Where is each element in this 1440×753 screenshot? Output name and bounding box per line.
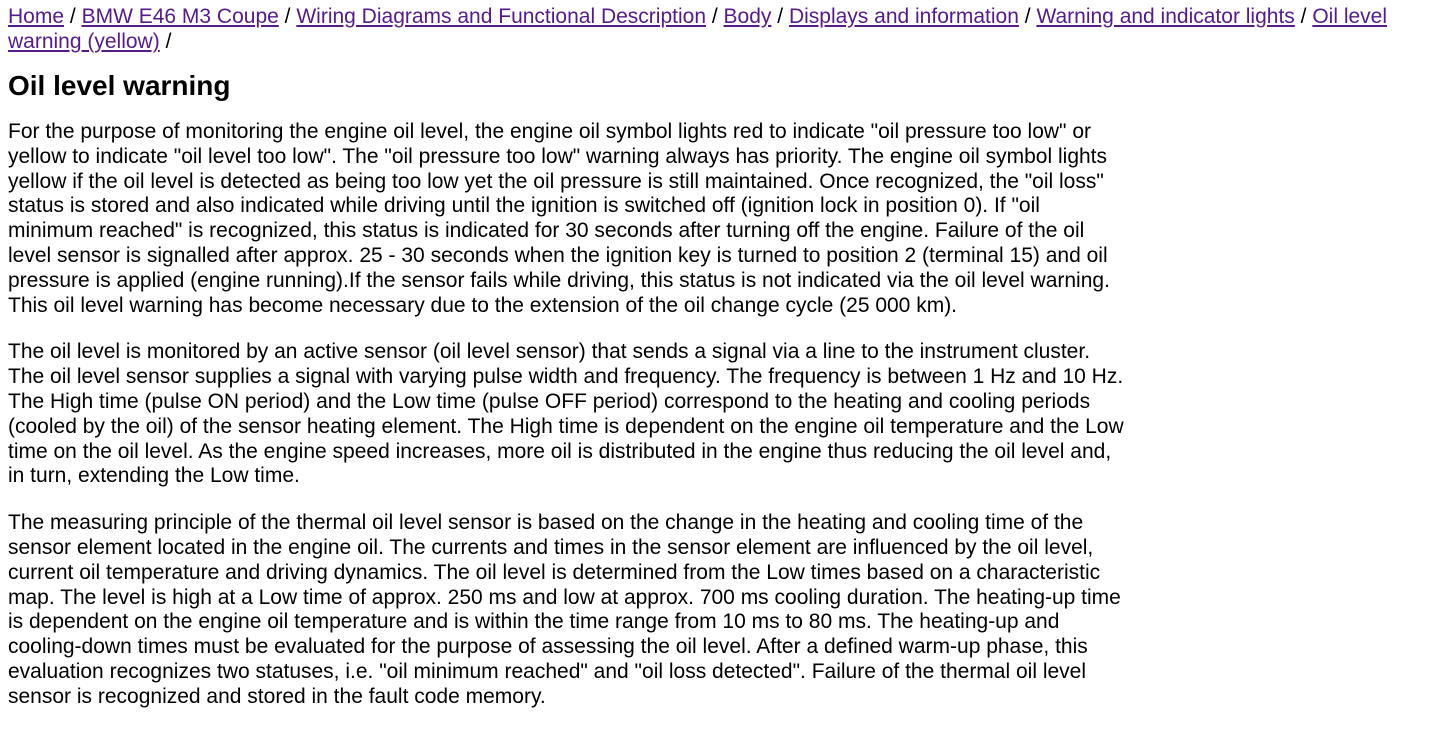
breadcrumb-separator: / (1300, 5, 1307, 28)
breadcrumb-link-wiring-diagrams[interactable]: Wiring Diagrams and Functional Description (296, 5, 707, 28)
breadcrumb (8, 4, 1432, 54)
paragraph-measuring-principle: The measuring principle of the thermal oil level sensor is based on the change in the heating and cooling time of the sensor element located in the engine oil. The currents and times in the sensor element are influenced by the oil level, current oil temperature and driving dynamics. The oil level is determined from the Low times based on a characteristic map. The level is high at a Low time of approx. 250 ms and low at approx. 700 ms cooling duration. The heating-up time is dependent on the engine oil temperature and is within the time range from 10 ms to 80 ms. The heating-up and cooling-down times must be evaluated for the purpose of assessing the oil level. After a defined warm-up phase, this evaluation recognizes two statuses, i.e. "oil minimum reached" and "oil loss detected". Failure of the thermal oil level sensor is recognized and stored in the fault code memory. (8, 511, 1121, 708)
breadcrumb-link-home[interactable]: Home (8, 5, 65, 28)
breadcrumb-separator: / (69, 5, 76, 28)
paragraph-oil-level-monitoring: For the purpose of monitoring the engine oil level, the engine oil symbol lights red to indicate "oil pressure too low" or yellow to indicate "oil level too low". The "oil pressure too low" warning always has priority. The engine oil symbol lights yellow if the oil level is detected as being too low yet the oil pressure is still maintained. Once recognized, the "oil loss" status is stored and also indicated while driving until the ignition is switched off (ignition lock in position 0). If "oil minimum reached" is recognized, this status is indicated for 30 seconds after turning off the engine. Failure of the oil level sensor is signalled after approx. 25 - 30 seconds when the ignition key is turned to position 2 (terminal 15) and oil pressure is applied (engine running).If the sensor fails while driving, this status is not indicated via the oil level warning. This oil level warning has become necessary due to the extension of the oil change cycle (25 000 km). (8, 120, 1110, 317)
breadcrumb-link-warning-and-indicator-lights[interactable]: Warning and indicator lights (1036, 5, 1295, 28)
breadcrumb-separator: / (711, 5, 718, 28)
breadcrumb-link-oil-level-warning-yellow[interactable]: Oil level warning (yellow) (8, 5, 1388, 53)
breadcrumb-link-bmw-e46-m3-coupe[interactable]: BMW E46 M3 Coupe (81, 5, 279, 28)
breadcrumb-link-body[interactable]: Body (723, 5, 772, 28)
breadcrumb-separator: / (777, 5, 784, 28)
breadcrumb-link-displays-and-information[interactable]: Displays and information (788, 5, 1019, 28)
breadcrumb-separator: / (1024, 5, 1031, 28)
page-title: Oil level warning (8, 70, 231, 101)
breadcrumb-separator: / (284, 5, 291, 28)
paragraph-active-sensor: The oil level is monitored by an active sensor (oil level sensor) that sends a signal via a line to the instrument cluster. The oil level sensor supplies a signal with varying pulse width and frequency. The frequency is between 1 Hz and 10 Hz. The High time (pulse ON period) and the Low time (pulse OFF period) correspond to the heating and cooling periods (cooled by the oil) of the sensor heating element. The High time is dependent on the engine oil temperature and the Low time on the oil level. As the engine speed increases, more oil is distributed in the engine thus reducing the oil level and, in turn, extending the Low time. (8, 340, 1124, 488)
article-body (8, 120, 1130, 710)
breadcrumb-separator: / (165, 30, 172, 53)
